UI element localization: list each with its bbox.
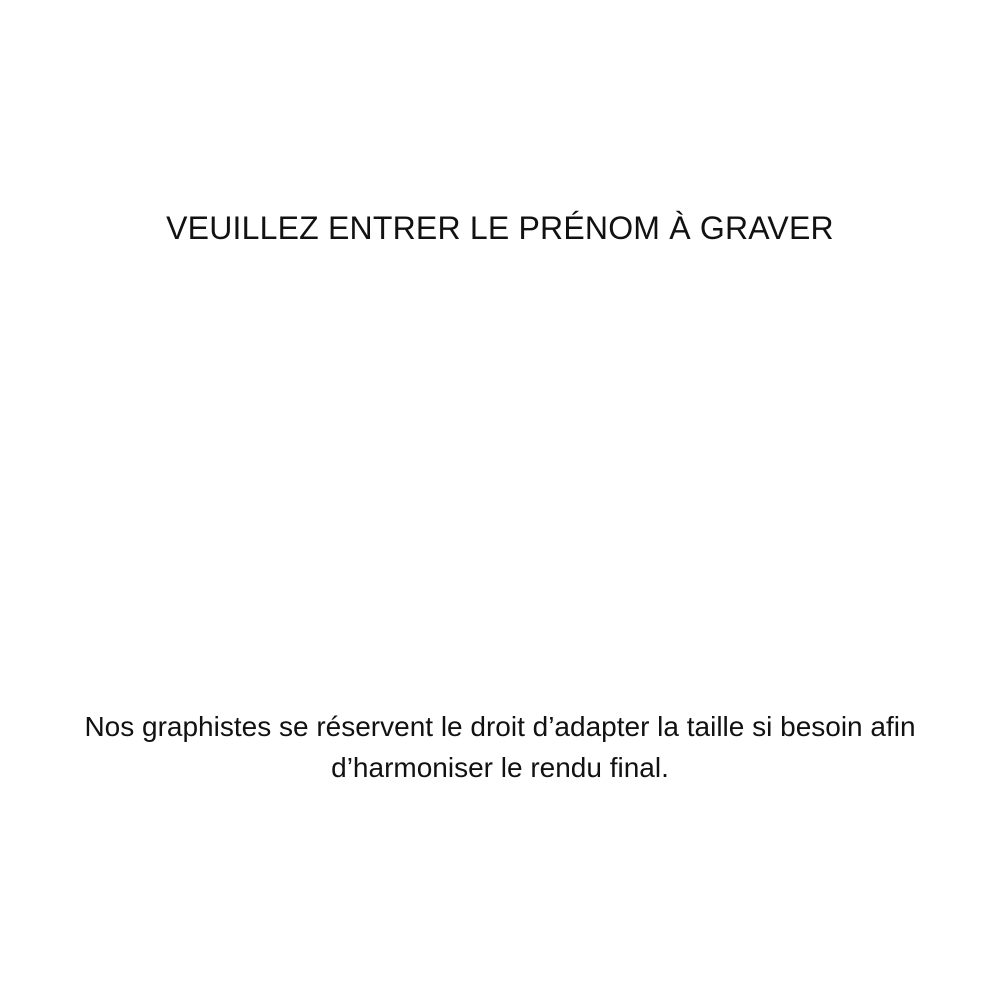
engraving-note: Nos graphistes se réservent le droit d’adapter la taille si besoin afin d’harmoniser le rendu final. <box>84 711 916 783</box>
page-title: VEUILLEZ ENTRER LE PRÉNOM À GRAVER <box>166 210 834 246</box>
